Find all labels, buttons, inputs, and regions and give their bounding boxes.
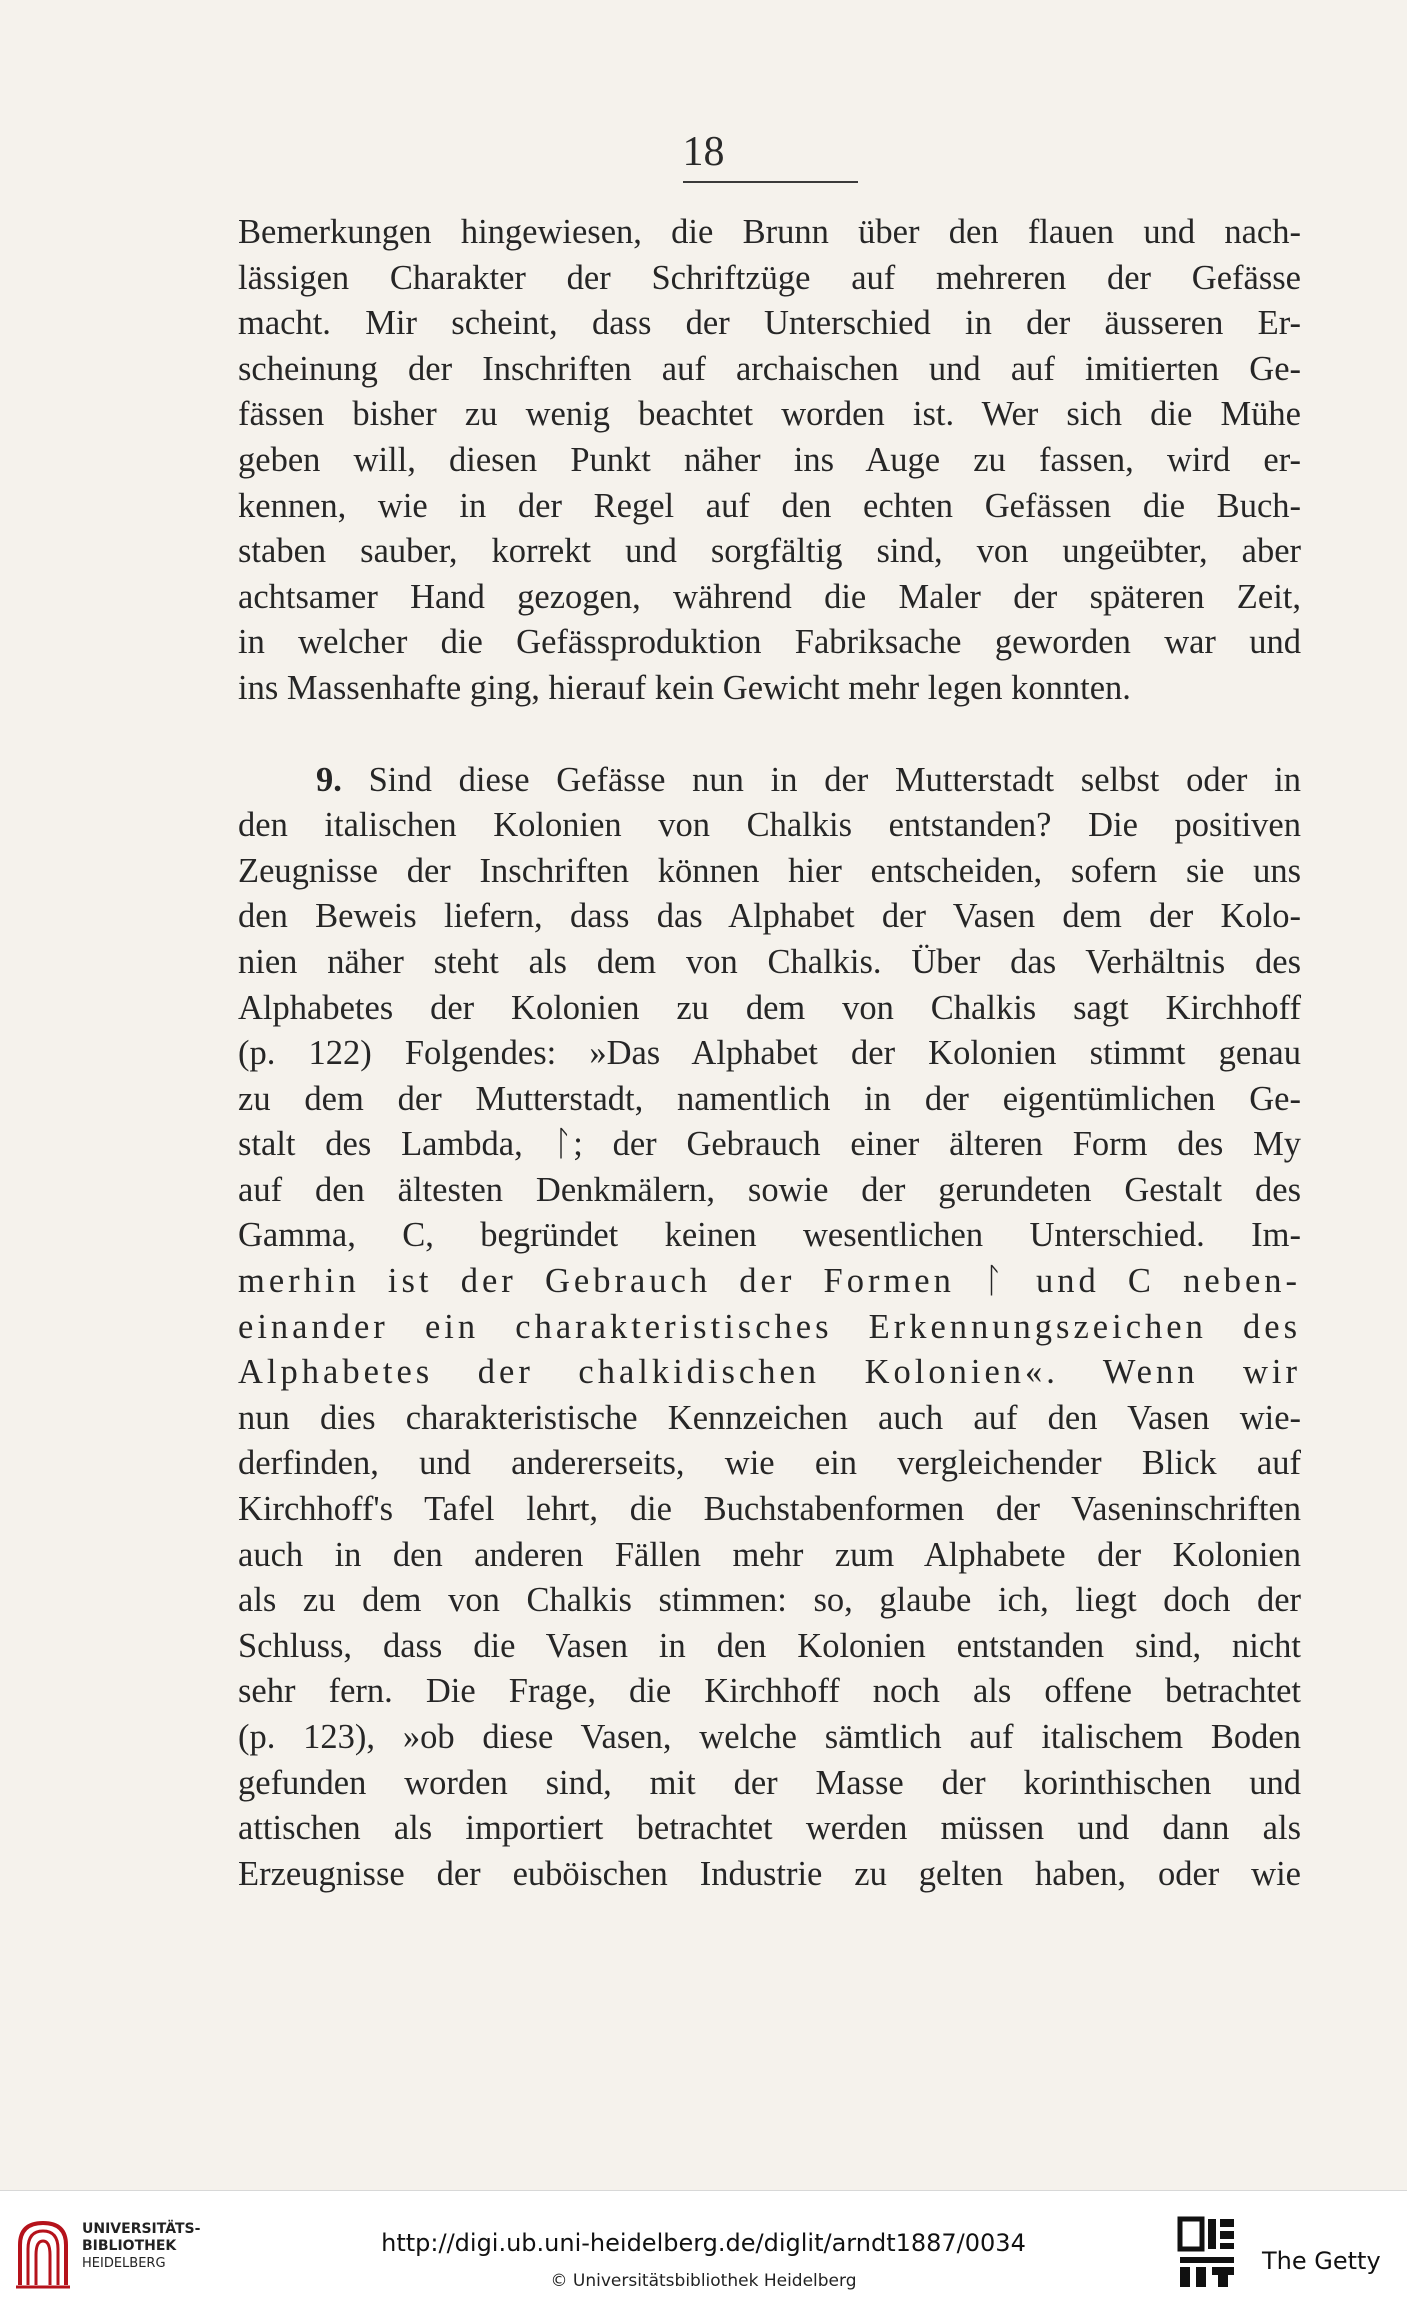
getty-logo-icon — [1176, 2215, 1238, 2291]
text-line: nun dies charakteristische Kennzeichen auch auf den Vasen wie- — [238, 1398, 1301, 1437]
text-line: (p. 123), »ob diese Vasen, welche sämtlich auf italischem Boden — [238, 1718, 1301, 1756]
text-line: Alphabetes der Kolonien zu dem von Chalkis sagt Kirchhoff — [238, 988, 1301, 1027]
text-line: attischen als importiert betrachtet werden müssen und dann als — [238, 1809, 1301, 1848]
paragraph-2 — [238, 758, 1301, 1898]
text-line: Bemerkungen hingewiesen, die Brunn über den flauen und nach- — [238, 213, 1301, 251]
text-line: ins Massenhafte ging, hierauf kein Gewicht mehr legen konnten. — [238, 668, 1131, 707]
text-line: sehr fern. Die Frage, die Kirchhoff noch als offene betrachtet — [238, 1672, 1301, 1711]
text-line-spaced: Alphabetes der chalkidischen Kolonien«. Wenn wir — [238, 1353, 1301, 1392]
text-line: macht. Mir scheint, dass der Unterschied in der äusseren Er- — [238, 304, 1301, 343]
text-line: auf den ältesten Denkmälern, sowie der gerundeten Gestalt des — [238, 1170, 1301, 1209]
page-number: 18 — [682, 129, 725, 175]
text-line: gefunden worden sind, mit der Masse der korinthischen und — [238, 1763, 1301, 1802]
text-line: auch in den anderen Fällen mehr zum Alphabete der Kolonien — [238, 1535, 1301, 1574]
text-line-spaced: merhin ist der Gebrauch der Formen ᛚ und C neben- — [238, 1262, 1301, 1301]
text-line: den italischen Kolonien von Chalkis entstanden? Die positiven — [238, 806, 1301, 845]
paragraph-1 — [238, 210, 1301, 712]
library-name-line: BIBLIOTHEK — [82, 2238, 177, 2254]
text-line: kennen, wie in der Regel auf den echten Gefässen die Buch- — [238, 486, 1301, 525]
text-line: achtsamer Hand gezogen, während die Maler der späteren Zeit, — [238, 577, 1301, 616]
text-line: Sind diese Gefässe nun in der Mutterstadt selbst oder in — [368, 760, 1301, 799]
text-line: Gamma, C, begründet keinen wesentlichen Unterschied. Im- — [238, 1216, 1301, 1255]
text-line: den Beweis liefern, dass das Alphabet der Vasen dem der Kolo- — [238, 897, 1301, 936]
text-line-first — [238, 758, 1301, 804]
text-line: scheinung der Inschriften auf archaischen und auf imitierten Ge- — [238, 349, 1301, 388]
library-name-line: UNIVERSITÄTS- — [82, 2221, 201, 2237]
text-line — [238, 1350, 1301, 1396]
text-line: nien näher steht als dem von Chalkis. Über das Verhältnis des — [238, 942, 1301, 981]
text-line: als zu dem von Chalkis stimmen: so, glaube ich, liegt doch der — [238, 1581, 1301, 1620]
text-line: (p. 122) Folgendes: »Das Alphabet der Kolonien stimmt genau — [238, 1034, 1301, 1073]
text-line: derfinden, und andererseits, wie ein vergleichender Blick auf — [238, 1444, 1301, 1483]
text-line: Zeugnisse der Inschriften können hier entscheiden, sofern sie uns — [238, 851, 1301, 890]
text-line: in welcher die Gefässproduktion Fabriksache geworden war und — [238, 623, 1301, 662]
viewer-footer — [0, 2190, 1407, 2310]
text-line: staben sauber, korrekt und sorgfältig sind, von ungeübter, aber — [238, 532, 1301, 571]
text-line: zu dem der Mutterstadt, namentlich in der eigentümlichen Ge- — [238, 1079, 1301, 1118]
text-line-spaced: einander ein charakteristisches Erkennungszeichen des — [238, 1307, 1301, 1346]
library-name-line: HEIDELBERG — [82, 2256, 166, 2271]
text-line: Kirchhoff's Tafel lehrt, die Buchstabenformen der Vaseninschriften — [238, 1490, 1301, 1529]
section-number: 9. — [316, 760, 342, 799]
text-line: stalt des Lambda, ᛚ; der Gebrauch einer älteren Form des My — [238, 1125, 1301, 1164]
header-rule — [683, 181, 858, 183]
text-line: geben will, diesen Punkt näher ins Auge zu fassen, wird er- — [238, 440, 1301, 479]
text-line: fässen bisher zu wenig beachtet worden ist. Wer sich die Mühe — [238, 395, 1301, 434]
body-text — [238, 210, 1301, 1897]
text-line: lässigen Charakter der Schriftzüge auf mehreren der Gefässe — [238, 258, 1301, 297]
partner-name: The Getty — [1262, 2247, 1381, 2275]
permalink-url[interactable]: http://digi.ub.uni-heidelberg.de/diglit/arndt1887/0034 — [381, 2229, 1026, 2257]
paragraph-gap — [238, 712, 1301, 758]
text-line: Erzeugnisse der euböischen Industrie zu gelten haben, oder wie — [238, 1854, 1301, 1893]
copyright-notice: © Universitätsbibliothek Heidelberg — [550, 2271, 857, 2291]
text-line: Schluss, dass die Vasen in den Kolonien entstanden sind, nicht — [238, 1626, 1301, 1665]
